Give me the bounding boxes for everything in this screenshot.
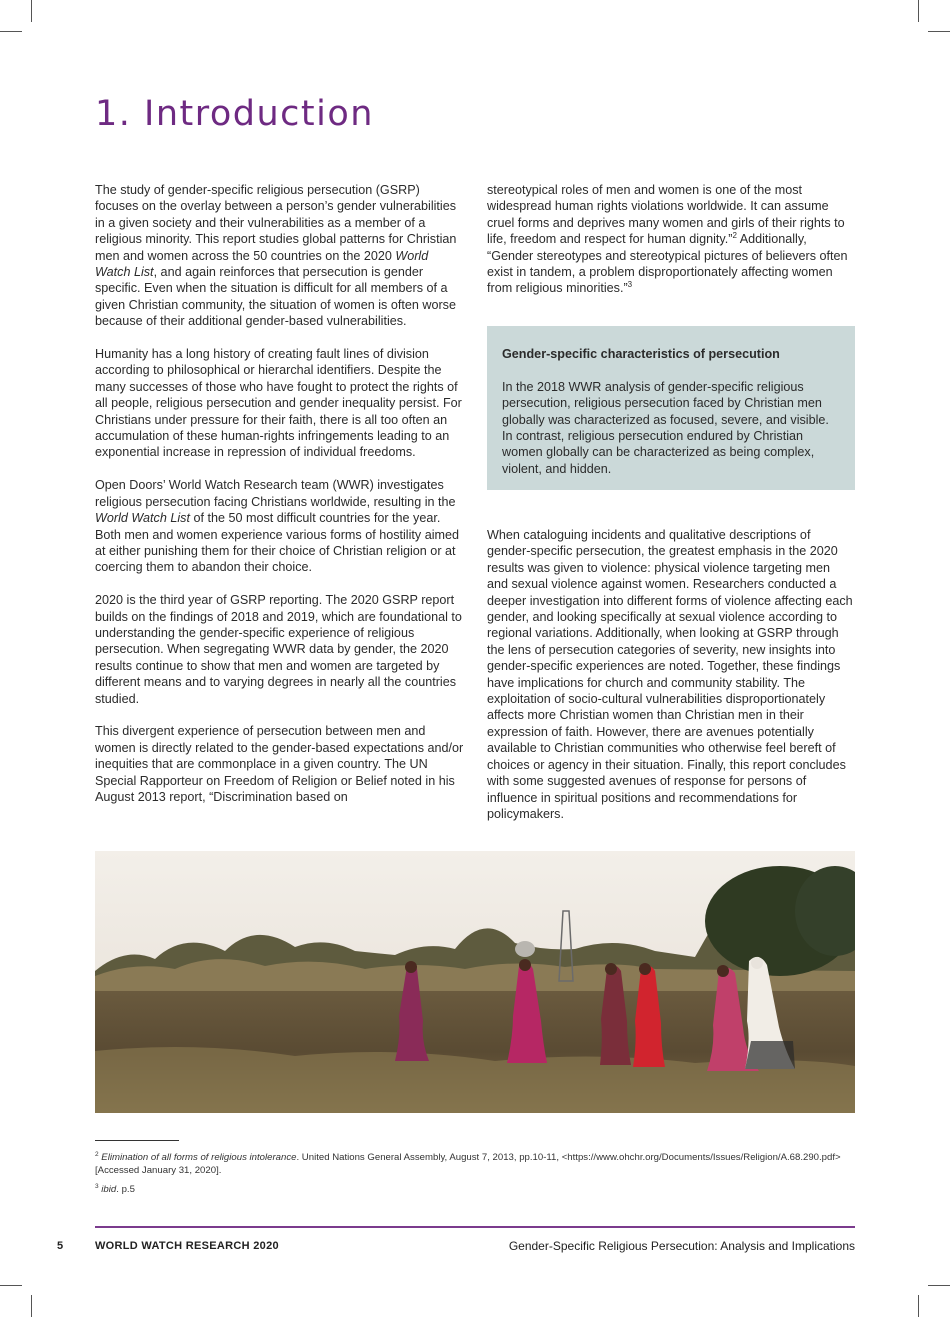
paragraph: Humanity has a long history of creating fault lines of division according to philosophical or hierarchal identifiers. Despite the many successes of those who have fought to protect the rights of all people, religious persecution and gender inequality persist. For Christians under pressure for their faith, there is all too often an accumulation of these human-rights infringements leading to an exponential increase in repression of individual freedoms. bbox=[95, 347, 462, 460]
crop-mark bbox=[0, 31, 22, 32]
paragraph: 2020 is the third year of GSRP reporting. The 2020 GSRP report builds on the findings of 2018 and 2019, which are foundational to understanding the gender-specific experience of religious persecution. When segregating WWR data by gender, the 2020 results continue to show that men and women are targeted by different means and to varying degrees in nearly all the countries studied. bbox=[95, 593, 462, 706]
callout-title: Gender-specific characteristics of persecution bbox=[502, 347, 780, 361]
callout-body: In the 2018 WWR analysis of gender-specific religious persecution, religious persecution faced by Christian men globally was characterized as focused, severe, and visible. In contrast, religious persecution endured by Christian women globally can be characterized as being complex, violent, and hidden. bbox=[502, 379, 829, 476]
paragraph: This divergent experience of persecution between men and women is directly related to the gender-based expectations and/or inequities that are commonplace in a given country. The UN Special Rapporteur on Freedom of Religion or Belief noted in his August 2013 report, “Discrimination based on bbox=[95, 724, 464, 804]
footnote: $^3$ ibid. p.5 bbox=[95, 1182, 135, 1195]
crop-mark bbox=[928, 31, 950, 32]
paragraph: Open Doors’ World Watch Research team (WWR) investigates religious persecution facing Christians worldwide, resulting in the World Watch List of the 50 most difficult countries for the year. Both men and women experience various forms of hostility aimed at either punishing them for their choice of Christian religion or at coercing them to abandon their choice. bbox=[95, 478, 459, 575]
right-column-top bbox=[487, 182, 854, 313]
footer-report-title: Gender-Specific Religious Persecution: Analysis and Implications bbox=[508, 1239, 855, 1253]
paragraph: stereotypical roles of men and women is one of the most widespread human rights violations worldwide. It can assume cruel forms and deprives many women and girls of their rights to life, freedom and respect for human dignity.”$^2$ Additionally, “Gender stereotypes and stereotypical pictures of believers often exist in tandem, a problem disproportionately affecting women from religious minorities.”$^3$ bbox=[487, 183, 848, 296]
crop-mark bbox=[0, 1285, 22, 1286]
crop-mark bbox=[31, 0, 32, 22]
footnote-ref: 3 bbox=[627, 280, 633, 290]
footnote-divider bbox=[95, 1140, 179, 1141]
crop-mark bbox=[918, 0, 919, 22]
page-number: 5 bbox=[57, 1240, 64, 1252]
footnote: $^2$ Elimination of all forms of religious intolerance. United Nations General Assembly, August 7, 2013, pp.10-11, <https://www.ohchr.org/Documents/Issues/Religion/A.68.290.pdf> [Accessed January 31, 2020]. bbox=[95, 1150, 841, 1176]
photo-women-walking-field bbox=[95, 851, 855, 1113]
paragraph: The study of gender-specific religious persecution (GSRP) focuses on the overlay between a person’s gender vulnerabilities in a given society and their vulnerabilities as a member of a religious minority. This report studies global patterns for Christian men and women across the 50 countries on the 2020 World Watch List, and again reinforces that persecution is gender specific. Even when the situation is difficult for all members of a given Christian community, the situation of women is often worse because of their additional gender-based vulnerabilities. bbox=[95, 183, 457, 329]
callout-box bbox=[487, 326, 855, 490]
footer-publication: WORLD WATCH RESEARCH 2020 bbox=[95, 1240, 279, 1252]
crop-mark bbox=[918, 1295, 919, 1317]
crop-mark bbox=[928, 1285, 950, 1286]
crop-mark bbox=[31, 1295, 32, 1317]
footnote-ref: 2 bbox=[732, 231, 737, 241]
right-column-bottom bbox=[487, 527, 854, 822]
footer-divider bbox=[95, 1226, 855, 1228]
paragraph: When cataloguing incidents and qualitative descriptions of gender-specific persecution, the greatest emphasis in the 2020 results was given to violence: physical violence targeting men and sexual violence against women. Researchers conducted a deeper investigation into different forms of violence affecting each gender, and looking specifically at sexual violence according to regional variations. Additionally, when looking at GSRP through the lens of persecution categories of severity, new insights into gender-specific experiences are noted. Together, these findings have implications for church and community stability. The exploitation of socio-cultural vulnerabilities disproportionately affects more Christian women than Christian men in their expression of faith. However, there are avenues potentially available to Christian communities who otherwise feel bereft of choices or agency in their situation. Finally, this report concludes with some suggested avenues of response for persons of influence in spiritual positions and recommendations for policymakers. bbox=[487, 528, 853, 821]
left-column bbox=[95, 182, 465, 822]
page-title: 1. Introduction bbox=[95, 94, 374, 134]
